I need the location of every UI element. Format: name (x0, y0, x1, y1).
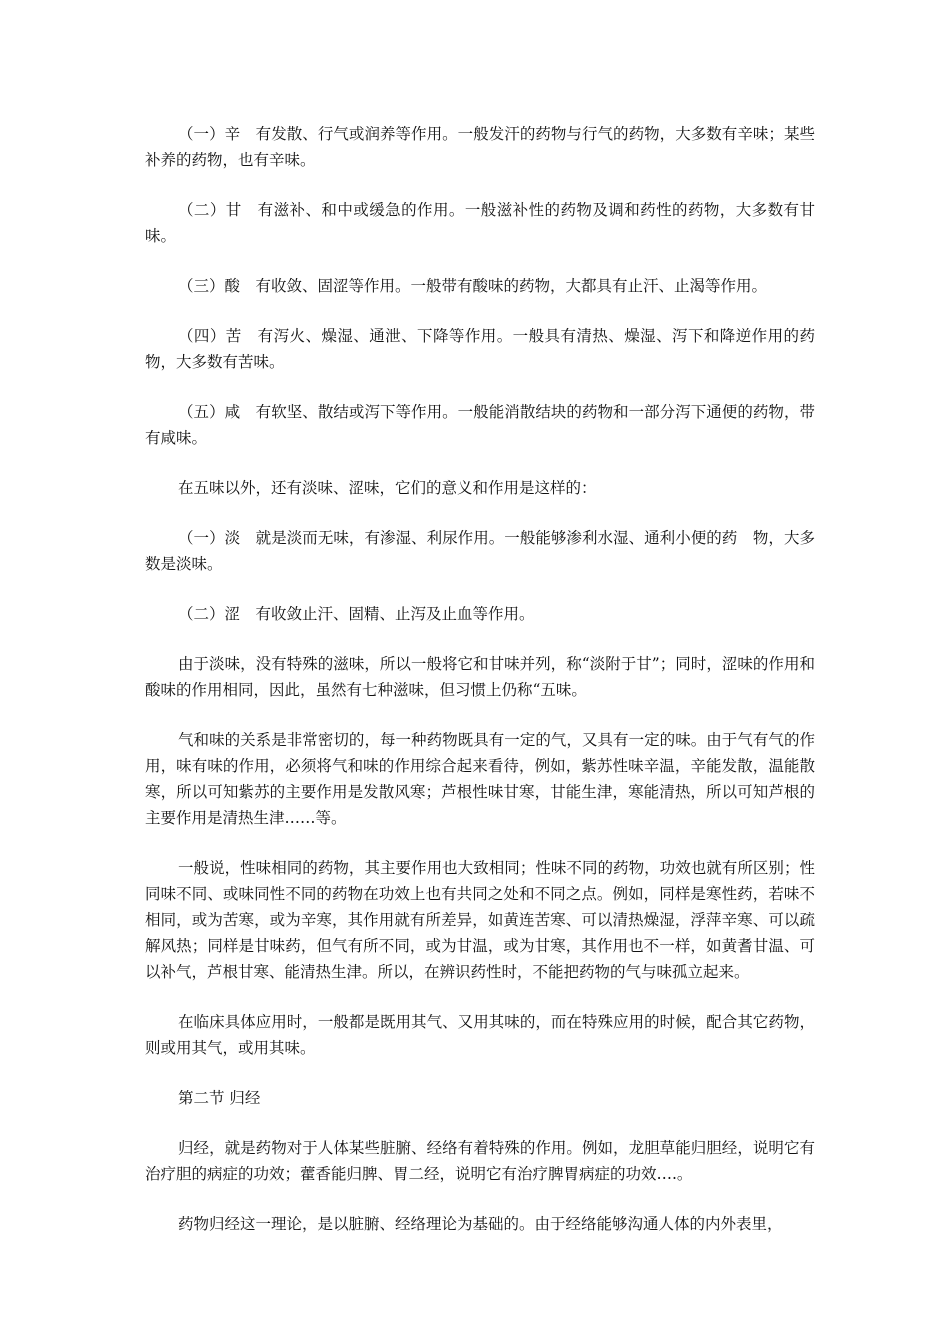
paragraph-qi-wei-relation: 气和味的关系是非常密切的，每一种药物既具有一定的气，又具有一定的味。由于气有气的作用，味有味的作用，必须将气和味的作用综合起来看待，例如，紫苏性味辛温，辛能发散，温能散寒，所以可知紫苏的主要作用是发散风寒；芦根性味甘寒，甘能生津，寒能清热，所以可知芦根的主要作用是清热生津……等。 (145, 731, 815, 827)
paragraph-gan: （二）甘 有滋补、和中或缓急的作用。一般滋补性的药物及调和药性的药物，大多数有甘味。 (145, 201, 815, 245)
paragraph-xian: （五）咸 有软坚、散结或泻下等作用。一般能消散结块的药物和一部分泻下通便的药物，带有咸味。 (145, 403, 815, 447)
paragraph-clinical-application: 在临床具体应用时，一般都是既用其气、又用其味的，而在特殊应用的时候，配合其它药物，则或用其气，或用其味。 (145, 1013, 815, 1057)
document-body (145, 121, 815, 1261)
paragraph-xing-wei-comparison: 一般说，性味相同的药物，其主要作用也大致相同；性味不同的药物，功效也就有所区别；性同味不同、或味同性不同的药物在功效上也有共同之处和不同之点。例如，同样是寒性药，若味不相同，或为苦寒，或为辛寒，其作用就有所差异，如黄连苦寒、可以清热燥湿，浮萍辛寒、可以疏解风热；同样是甘味药，但气有所不同，或为甘温，或为甘寒，其作用也不一样，如黄耆甘温、可以补气，芦根甘寒、能清热生津。所以，在辨识药性时，不能把药物的气与味孤立起来。 (145, 859, 815, 981)
paragraph-suan: （三）酸 有收敛、固涩等作用。一般带有酸味的药物，大都具有止汗、止渴等作用。 (178, 277, 768, 295)
paragraph-gui-jing-theory: 药物归经这一理论，是以脏腑、经络理论为基础的。由于经络能够沟通人体的内外表里， (178, 1215, 783, 1233)
section-heading-gui-jing: 第二节 归经 (178, 1089, 261, 1107)
paragraph-xin: （一）辛 有发散、行气或润养等作用。一般发汗的药物与行气的药物，大多数有辛味；某些补养的药物，也有辛味。 (145, 125, 815, 169)
paragraph-gui-jing-definition: 归经，就是药物对于人体某些脏腑、经络有着特殊的作用。例如，龙胆草能归胆经，说明它有治疗胆的病症的功效；藿香能归脾、胃二经，说明它有治疗脾胃病症的功效….。 (145, 1139, 815, 1183)
paragraph-se: （二）涩 有收敛止汗、固精、止泻及止血等作用。 (178, 605, 535, 623)
paragraph-other-tastes-intro: 在五味以外，还有淡味、涩味，它们的意义和作用是这样的： (178, 479, 597, 497)
paragraph-ku: （四）苦 有泻火、燥湿、通泄、下降等作用。一般具有清热、燥湿、泻下和降逆作用的药物，大多数有苦味。 (145, 327, 815, 371)
paragraph-dan-fu-yu-gan: 由于淡味，没有特殊的滋味，所以一般将它和甘味并列，称“淡附于甘”；同时，涩味的作用和酸味的作用相同，因此，虽然有七种滋味，但习惯上仍称“五味。 (145, 655, 815, 699)
paragraph-dan: （一）淡 就是淡而无味，有渗湿、利尿作用。一般能够渗利水湿、通利小便的药 物，大多数是淡味。 (145, 529, 815, 573)
